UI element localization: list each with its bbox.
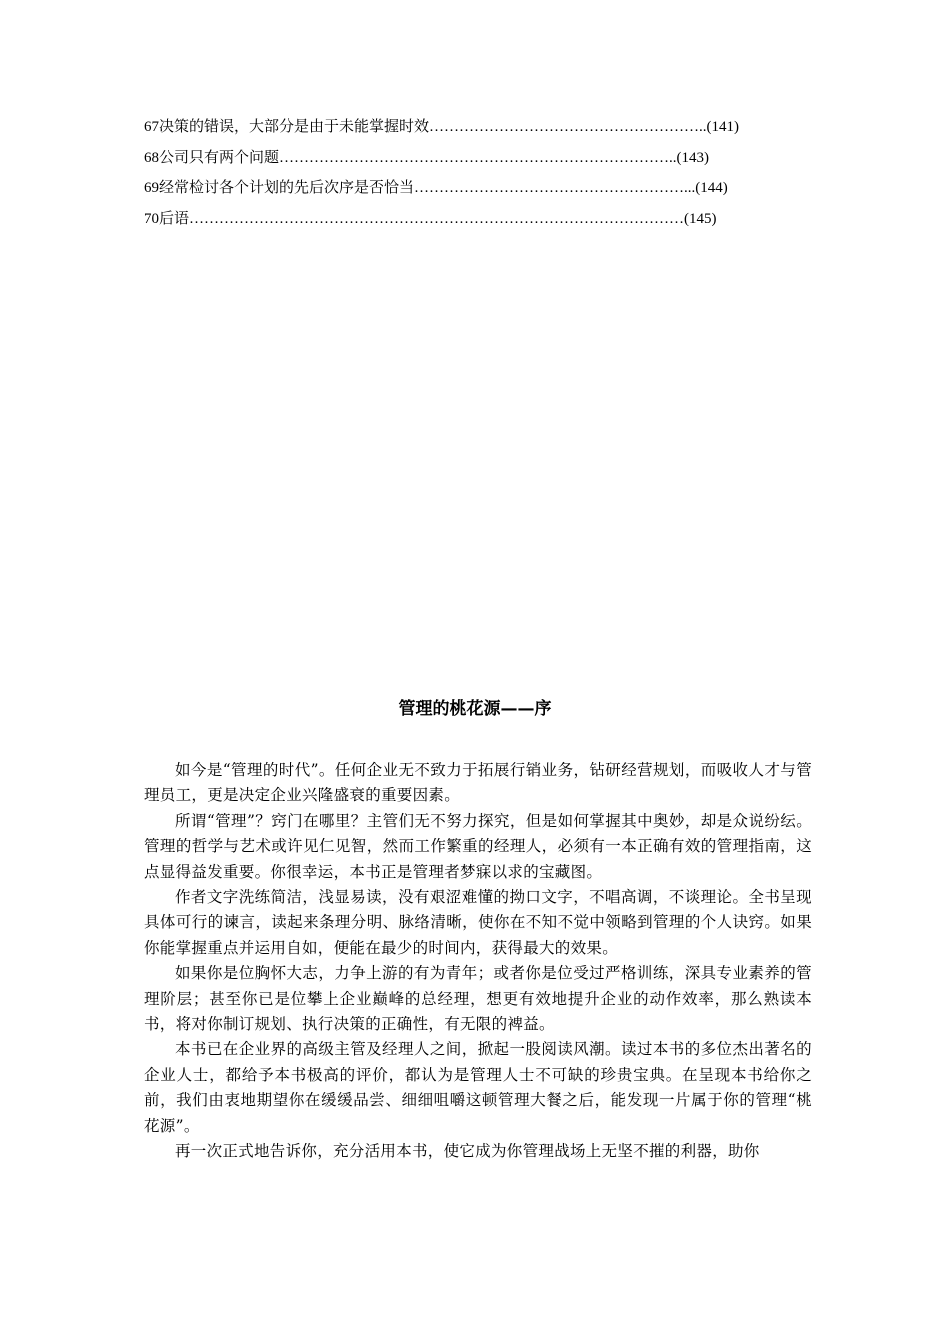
paragraph: 如今是“管理的时代”。任何企业无不致力于拓展行销业务，钻研经营规划，而吸收人才与管理员工，更是决定企业兴隆盛衰的重要因素。	[144, 761, 812, 805]
preface-body	[144, 758, 812, 1165]
toc-leader-dots: ………………………………………………………………………………………	[189, 210, 685, 227]
toc-entry	[144, 177, 794, 208]
toc-entry-title: 公司只有两个问题	[159, 149, 280, 166]
toc-entry	[144, 147, 794, 178]
paragraph: 如果你是位胸怀大志，力争上游的有为青年；或者你是位受过严格训练，深具专业素养的管理阶层；甚至你已是位攀上企业巅峰的总经理，想更有效地提升企业的动作效率，那么熟读本书，将对你制订规划、执行决策的正确性，有无限的裨益。	[144, 964, 812, 1034]
toc-entry-page: (145)	[684, 210, 717, 227]
toc-entry	[144, 208, 794, 239]
table-of-contents	[144, 116, 794, 238]
toc-entry	[144, 116, 794, 147]
toc-entry-number: 69	[144, 180, 159, 196]
toc-entry-number: 68	[144, 149, 159, 166]
toc-entry-title: 经常检讨各个计划的先后次序是否恰当	[159, 180, 415, 196]
toc-entry-title: 决策的错误，大部分是由于未能掌握时效	[159, 119, 430, 135]
toc-entry-page: (144)	[695, 180, 728, 196]
toc-entry-page: (143)	[676, 149, 710, 166]
toc-entry-page: (141)	[706, 119, 740, 135]
toc-leader-dots: ………………………………………………...	[414, 180, 696, 196]
paragraph: 本书已在企业界的高级主管及经理人之间，掀起一股阅读风潮。读过本书的多位杰出著名的企业人士，都给予本书极高的评价，都认为是管理人士不可缺的珍贵宝典。在呈现本书给你之前，我们由衷地期望你在缓缓品尝、细细咀嚼这顿管理大餐之后，能发现一片属于你的管理“桃花源”。	[144, 1040, 812, 1135]
toc-entry-number: 70	[144, 210, 159, 227]
section-title: 管理的桃花源——序	[398, 699, 552, 719]
toc-entry-title: 后语	[159, 210, 190, 227]
paragraph: 作者文字洗练简洁，浅显易读，没有艰涩难懂的拗口文字，不唱高调，不谈理论。全书呈现具体可行的谏言，读起来条理分明、脉络清晰，使你在不知不觉中领略到管理的个人诀窍。如果你能掌握重点并运用自如，便能在最少的时间内，获得最大的效果。	[144, 888, 812, 957]
paragraph: 再一次正式地告诉你，充分活用本书，使它成为你管理战场上无坚不摧的利器，助你	[175, 1142, 760, 1161]
toc-entry-number: 67	[144, 119, 159, 135]
paragraph: 所谓“管理”？窍门在哪里？主管们无不努力探究，但是如何掌握其中奥妙，却是众说纷纭。管理的哲学与艺术或许见仁见智，然而工作繁重的经理人，必须有一本正确有效的管理指南，这点显得益发重要。你很幸运，本书正是管理者梦寐以求的宝藏图。	[144, 811, 812, 881]
toc-leader-dots: ………………………………………………..	[429, 119, 707, 135]
toc-leader-dots: ……………………………………………………………………..	[279, 149, 677, 166]
